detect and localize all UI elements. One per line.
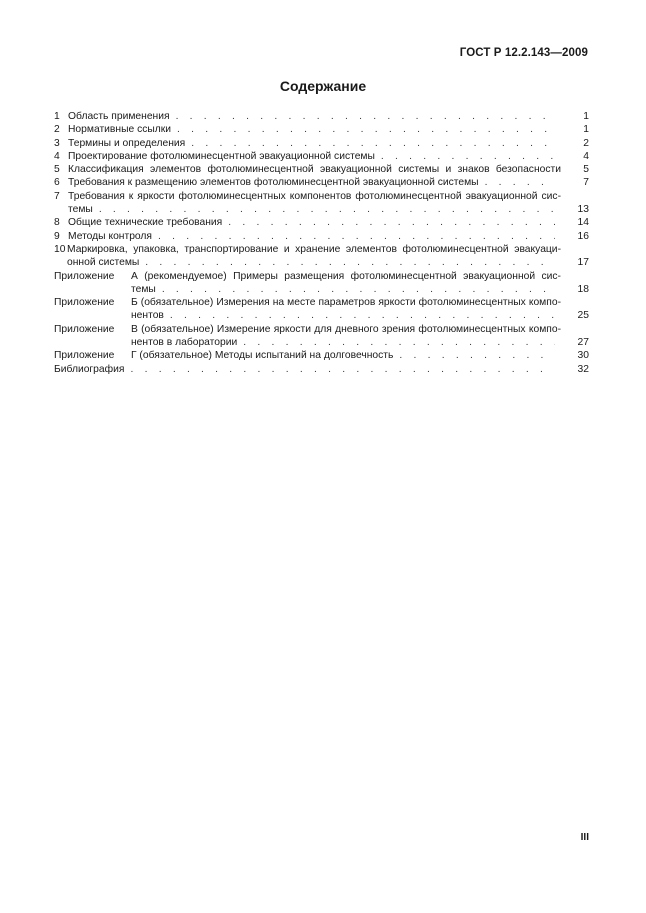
toc-entry-title: Область применения [68, 111, 170, 122]
toc-entry-number: 5 [54, 164, 60, 176]
leader-dots [176, 110, 555, 123]
toc-entry-title: Общие технические требования [68, 217, 223, 229]
appendix-label: Приложение [54, 270, 115, 282]
toc-entry-page: 1 [583, 124, 589, 136]
toc-entry-title: А (рекомендуемое) Примеры размещения фотолюминесцентной эвакуационной сис- [131, 270, 561, 282]
toc-entry[interactable] [54, 176, 589, 189]
toc-entry-title: Нормативные ссылки [68, 124, 172, 136]
page-number: III [580, 832, 589, 843]
leader-dots [191, 137, 555, 150]
leader-dots [158, 230, 555, 243]
toc-entry-page: 30 [577, 350, 589, 362]
toc-entry-page: 14 [577, 217, 589, 229]
leader-dots [485, 176, 555, 189]
toc-entry-title-continued: темы [68, 204, 93, 216]
toc-entry-page: 5 [583, 164, 589, 176]
toc-entry[interactable] [54, 230, 589, 243]
appendix-label: Приложение [54, 323, 115, 335]
toc-entry-title: Термины и определения [68, 137, 186, 149]
toc-entry[interactable] [54, 163, 589, 176]
toc-appendix-entry[interactable] [54, 270, 589, 297]
toc-entry-title-continued: темы [131, 283, 156, 295]
leader-dots [243, 336, 555, 349]
toc-entry-number: 3 [54, 137, 60, 149]
toc-entry-page: 17 [577, 257, 589, 269]
toc-entry-number: 10 [54, 243, 66, 255]
leader-dots [130, 363, 555, 376]
toc-entry-page: 4 [583, 150, 589, 162]
toc-entry[interactable] [54, 110, 589, 123]
toc-entry-title-continued: онной системы [67, 257, 140, 269]
toc-entry-page: 25 [577, 310, 589, 322]
leader-dots [228, 216, 555, 229]
toc-entry-number: 9 [54, 230, 60, 242]
toc-entry-page: 32 [577, 363, 589, 375]
toc-entry-number: 1 [54, 111, 60, 122]
toc-heading: Содержание [279, 78, 367, 94]
toc-entry-title: Классификация элементов фотолюминесцентной эвакуационной системы и знаков безопасности [68, 164, 561, 176]
toc-entry-number: 7 [54, 190, 60, 202]
toc-entry-page: 18 [577, 283, 589, 295]
toc-entry-number: 2 [54, 124, 60, 136]
appendix-label: Приложение [54, 297, 115, 309]
toc-entry-title-continued: нентов в лаборатории [131, 337, 238, 349]
toc-entry-title: Маркировка, упаковка, транспортирование и хранение элементов фотолюминесцентной эвакуаци- [67, 243, 561, 255]
toc-entry-title: Г (обязательное) Методы испытаний на долговечность [131, 350, 394, 362]
leader-dots [399, 349, 555, 362]
toc-entry-title-continued: нентов [131, 310, 164, 322]
toc-entry-page: 1 [583, 111, 589, 122]
toc-entry-number: 6 [54, 177, 60, 189]
toc-bibliography-entry[interactable] [54, 363, 589, 376]
toc-entry[interactable] [54, 123, 589, 136]
leader-dots [177, 123, 555, 136]
toc-entry[interactable] [54, 137, 589, 150]
toc-appendix-entry[interactable] [54, 296, 589, 323]
toc-appendix-entry[interactable] [54, 349, 589, 362]
toc-entry-number: 8 [54, 217, 60, 229]
toc-entry-page: 13 [577, 204, 589, 216]
leader-dots [145, 256, 555, 269]
toc-entry[interactable] [54, 190, 589, 217]
toc-entry-title: Проектирование фотолюминесцентной эвакуационной системы [68, 150, 375, 162]
toc-entry-title: Библиография [54, 363, 125, 375]
leader-dots [162, 283, 555, 296]
leader-dots [381, 150, 555, 163]
toc-entry-page: 7 [583, 177, 589, 189]
toc-entry-page: 27 [577, 337, 589, 349]
toc-entry-title: В (обязательное) Измерение яркости для дневного зрения фотолюминесцентных компо- [131, 323, 561, 335]
toc-entry[interactable] [54, 243, 589, 270]
toc-entry-page: 16 [577, 230, 589, 242]
table-of-contents [54, 110, 589, 376]
toc-entry-page: 2 [583, 137, 589, 149]
toc-entry-number: 4 [54, 150, 60, 162]
toc-entry[interactable] [54, 150, 589, 163]
toc-appendix-entry[interactable] [54, 323, 589, 350]
toc-entry-title: Б (обязательное) Измерения на месте параметров яркости фотолюминесцентных компо- [131, 297, 561, 309]
toc-entry-title: Требования к размещению элементов фотолюминесцентной эвакуационной системы [68, 177, 479, 189]
leader-dots [99, 203, 555, 216]
toc-entry-title: Требования к яркости фотолюминесцентных компонентов фотолюминесцентной эвакуационной сис- [68, 190, 561, 202]
document-code: ГОСТ Р 12.2.143—2009 [459, 47, 588, 59]
toc-entry[interactable] [54, 216, 589, 229]
leader-dots [170, 309, 555, 322]
appendix-label: Приложение [54, 350, 115, 362]
toc-entry-title: Методы контроля [68, 230, 153, 242]
